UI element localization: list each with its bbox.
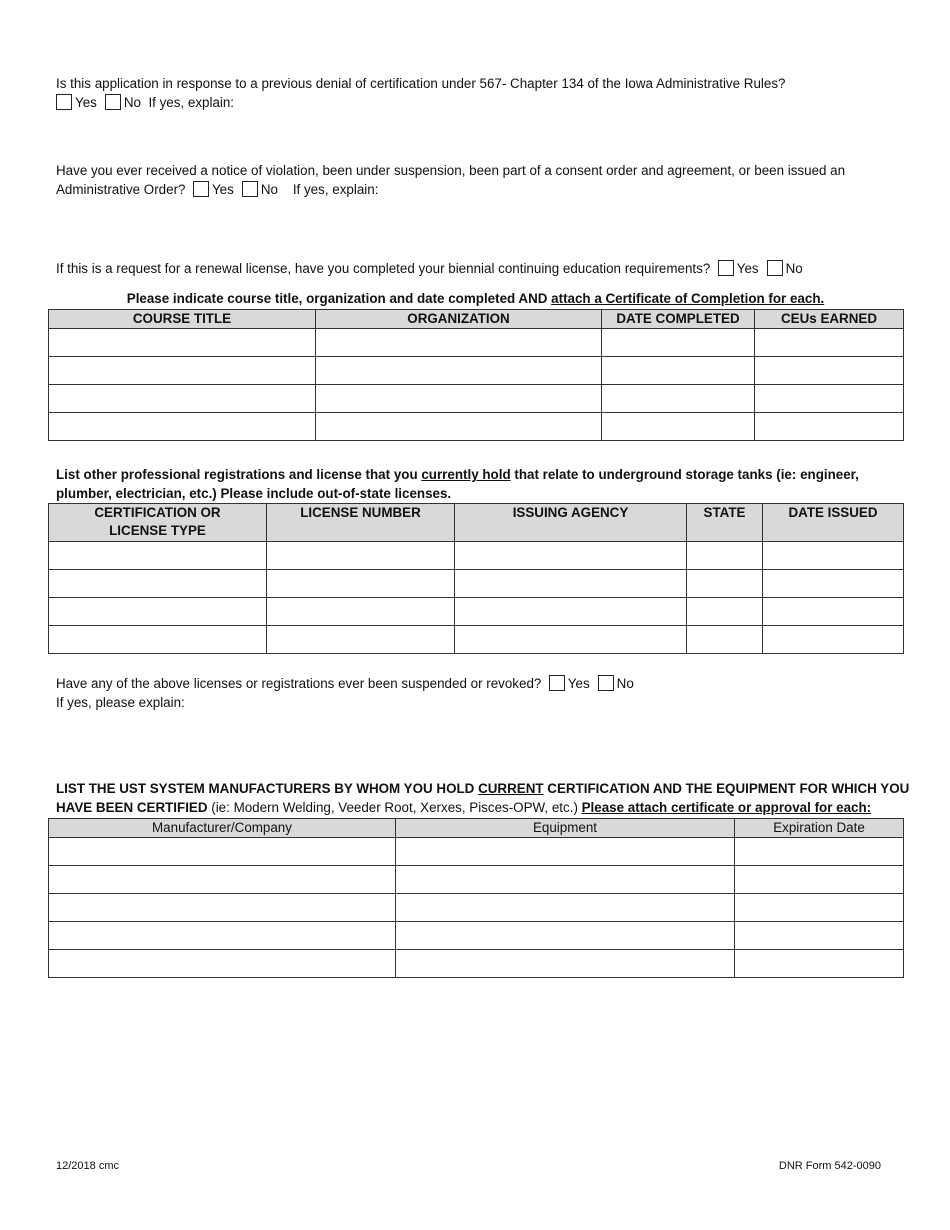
manufacturers-instruction-attach: Please attach certificate or approval for each: (581, 800, 872, 815)
q3-question: If this is a request for a renewal license, have you completed your biennial continuing education requirements? (56, 261, 711, 276)
courses-header-date-completed: DATE COMPLETED (602, 310, 755, 329)
ceus-earned-cell[interactable] (755, 357, 904, 385)
license-type-cell[interactable] (49, 626, 267, 654)
license-type-cell[interactable] (49, 570, 267, 598)
q3-no-label: No (785, 261, 803, 276)
table-row (49, 598, 904, 626)
course-title-cell[interactable] (49, 413, 316, 441)
date-completed-cell[interactable] (602, 385, 755, 413)
q3-row (56, 260, 803, 278)
expiration-date-cell[interactable] (735, 922, 904, 950)
license-number-cell[interactable] (267, 598, 455, 626)
q3-no-checkbox[interactable] (767, 260, 783, 276)
date-issued-cell[interactable] (763, 626, 904, 654)
table-row (49, 894, 904, 922)
courses-instruction (48, 290, 903, 308)
organization-cell[interactable] (316, 357, 602, 385)
licenses-instruction-c: that relate to underground storage tanks (ie: engineer, (510, 467, 859, 482)
q4-no-label: No (616, 676, 634, 691)
organization-cell[interactable] (316, 329, 602, 357)
licenses-header-license-number: LICENSE NUMBER (267, 504, 455, 542)
date-completed-cell[interactable] (602, 413, 755, 441)
manufacturer-cell[interactable] (49, 894, 396, 922)
state-cell[interactable] (687, 542, 763, 570)
footer-form-number: DNR Form 542-0090 (778, 1160, 881, 1172)
licenses-instruction-line2: plumber, electrician, etc.) Please include out-of-state licenses. (56, 486, 452, 501)
table-row (49, 950, 904, 978)
q2-yes-checkbox[interactable] (193, 181, 209, 197)
date-issued-cell[interactable] (763, 598, 904, 626)
q2-no-checkbox[interactable] (242, 181, 258, 197)
q1-question: Is this application in response to a previous denial of certification under 567- Chapter 134 of the Iowa Administrative Rules? (56, 76, 786, 91)
equipment-cell[interactable] (396, 922, 735, 950)
manufacturers-instruction-certified: HAVE BEEN CERTIFIED (56, 800, 208, 815)
state-cell[interactable] (687, 598, 763, 626)
courses-header-ceus-earned: CEUs EARNED (755, 310, 904, 329)
expiration-date-cell[interactable] (735, 894, 904, 922)
licenses-header-date-issued: DATE ISSUED (763, 504, 904, 542)
q1-yes-label: Yes (75, 95, 97, 110)
manufacturer-cell[interactable] (49, 950, 396, 978)
license-type-cell[interactable] (49, 542, 267, 570)
issuing-agency-cell[interactable] (455, 570, 687, 598)
courses-instruction-text: Please indicate course title, organization and date completed AND (126, 291, 552, 306)
course-title-cell[interactable] (49, 329, 316, 357)
manufacturer-cell[interactable] (49, 922, 396, 950)
q2-explain-label: If yes, explain: (292, 182, 379, 197)
q3-yes-label: Yes (736, 261, 759, 276)
manufacturers-instruction-a: LIST THE UST SYSTEM MANUFACTURERS BY WHOM YOU HOLD (56, 781, 479, 796)
q2-answer-row (56, 181, 378, 199)
table-row (49, 413, 904, 441)
q2-question-line2: Administrative Order? (56, 182, 186, 197)
ceus-earned-cell[interactable] (755, 385, 904, 413)
issuing-agency-cell[interactable] (455, 542, 687, 570)
manufacturers-header-company: Manufacturer/Company (49, 819, 396, 838)
organization-cell[interactable] (316, 413, 602, 441)
equipment-cell[interactable] (396, 894, 735, 922)
expiration-date-cell[interactable] (735, 950, 904, 978)
q1-yes-checkbox[interactable] (56, 94, 72, 110)
q2-no-label: No (260, 182, 278, 197)
manufacturers-instruction-line1 (56, 780, 909, 798)
table-row (49, 866, 904, 894)
licenses-header-certification-type (49, 504, 267, 542)
table-row (49, 570, 904, 598)
q1-no-checkbox[interactable] (105, 94, 121, 110)
equipment-cell[interactable] (396, 950, 735, 978)
date-completed-cell[interactable] (602, 357, 755, 385)
licenses-header-state: STATE (687, 504, 763, 542)
state-cell[interactable] (687, 570, 763, 598)
q2-question-line1: Have you ever received a notice of violation, been under suspension, been part of a consent order and agreement, or been issued an (56, 163, 846, 178)
license-number-cell[interactable] (267, 570, 455, 598)
table-row (49, 357, 904, 385)
license-type-cell[interactable] (49, 598, 267, 626)
expiration-date-cell[interactable] (735, 838, 904, 866)
q2-yes-label: Yes (211, 182, 234, 197)
courses-header-course-title: COURSE TITLE (49, 310, 316, 329)
equipment-cell[interactable] (396, 838, 735, 866)
q4-explain-label: If yes, please explain: (56, 695, 185, 710)
organization-cell[interactable] (316, 385, 602, 413)
licenses-header-issuing-agency: ISSUING AGENCY (455, 504, 687, 542)
table-row (49, 922, 904, 950)
manufacturers-instruction-line2 (56, 799, 871, 817)
table-row (49, 542, 904, 570)
licenses-instruction-currently-hold: currently hold (421, 467, 511, 482)
equipment-cell[interactable] (396, 866, 735, 894)
licenses-instruction-a: List other professional registrations and license that you (56, 467, 422, 482)
q1-answer-row (56, 94, 234, 112)
licenses-table (48, 503, 904, 654)
license-number-cell[interactable] (267, 542, 455, 570)
manufacturers-instruction-c: CERTIFICATION AND THE EQUIPMENT FOR WHICH YOU (543, 781, 910, 796)
q4-yes-label: Yes (567, 676, 590, 691)
manufacturer-cell[interactable] (49, 838, 396, 866)
q1-explain-label: If yes, explain: (148, 95, 235, 110)
table-row (49, 385, 904, 413)
table-row (49, 329, 904, 357)
date-issued-cell[interactable] (763, 570, 904, 598)
ceus-earned-cell[interactable] (755, 413, 904, 441)
licenses-header-certification-line1: CERTIFICATION OR (94, 505, 221, 520)
manufacturers-header-equipment: Equipment (396, 819, 735, 838)
manufacturers-table (48, 818, 904, 978)
license-number-cell[interactable] (267, 626, 455, 654)
state-cell[interactable] (687, 626, 763, 654)
q4-no-checkbox[interactable] (598, 675, 614, 691)
manufacturers-instruction-examples: (ie: Modern Welding, Veeder Root, Xerxes, Pisces-OPW, etc.) (207, 800, 582, 815)
date-completed-cell[interactable] (602, 329, 755, 357)
ceus-earned-cell[interactable] (755, 329, 904, 357)
expiration-date-cell[interactable] (735, 866, 904, 894)
q3-yes-checkbox[interactable] (718, 260, 734, 276)
issuing-agency-cell[interactable] (455, 598, 687, 626)
issuing-agency-cell[interactable] (455, 626, 687, 654)
q4-yes-checkbox[interactable] (549, 675, 565, 691)
courses-header-organization: ORGANIZATION (316, 310, 602, 329)
q4-question: Have any of the above licenses or registrations ever been suspended or revoked? (56, 676, 542, 691)
date-issued-cell[interactable] (763, 542, 904, 570)
licenses-header-certification-line2: LICENSE TYPE (109, 523, 206, 538)
course-title-cell[interactable] (49, 385, 316, 413)
courses-instruction-attach: attach a Certificate of Completion for each. (551, 291, 825, 306)
manufacturers-header-expiration-date: Expiration Date (735, 819, 904, 838)
q1-no-label: No (123, 95, 141, 110)
licenses-instruction-line1 (56, 466, 859, 484)
footer-revision: 12/2018 cmc (56, 1160, 119, 1172)
manufacturer-cell[interactable] (49, 866, 396, 894)
courses-table (48, 309, 904, 441)
table-row (49, 626, 904, 654)
course-title-cell[interactable] (49, 357, 316, 385)
manufacturers-instruction-current: CURRENT (478, 781, 544, 796)
table-row (49, 838, 904, 866)
q4-row (56, 675, 634, 693)
